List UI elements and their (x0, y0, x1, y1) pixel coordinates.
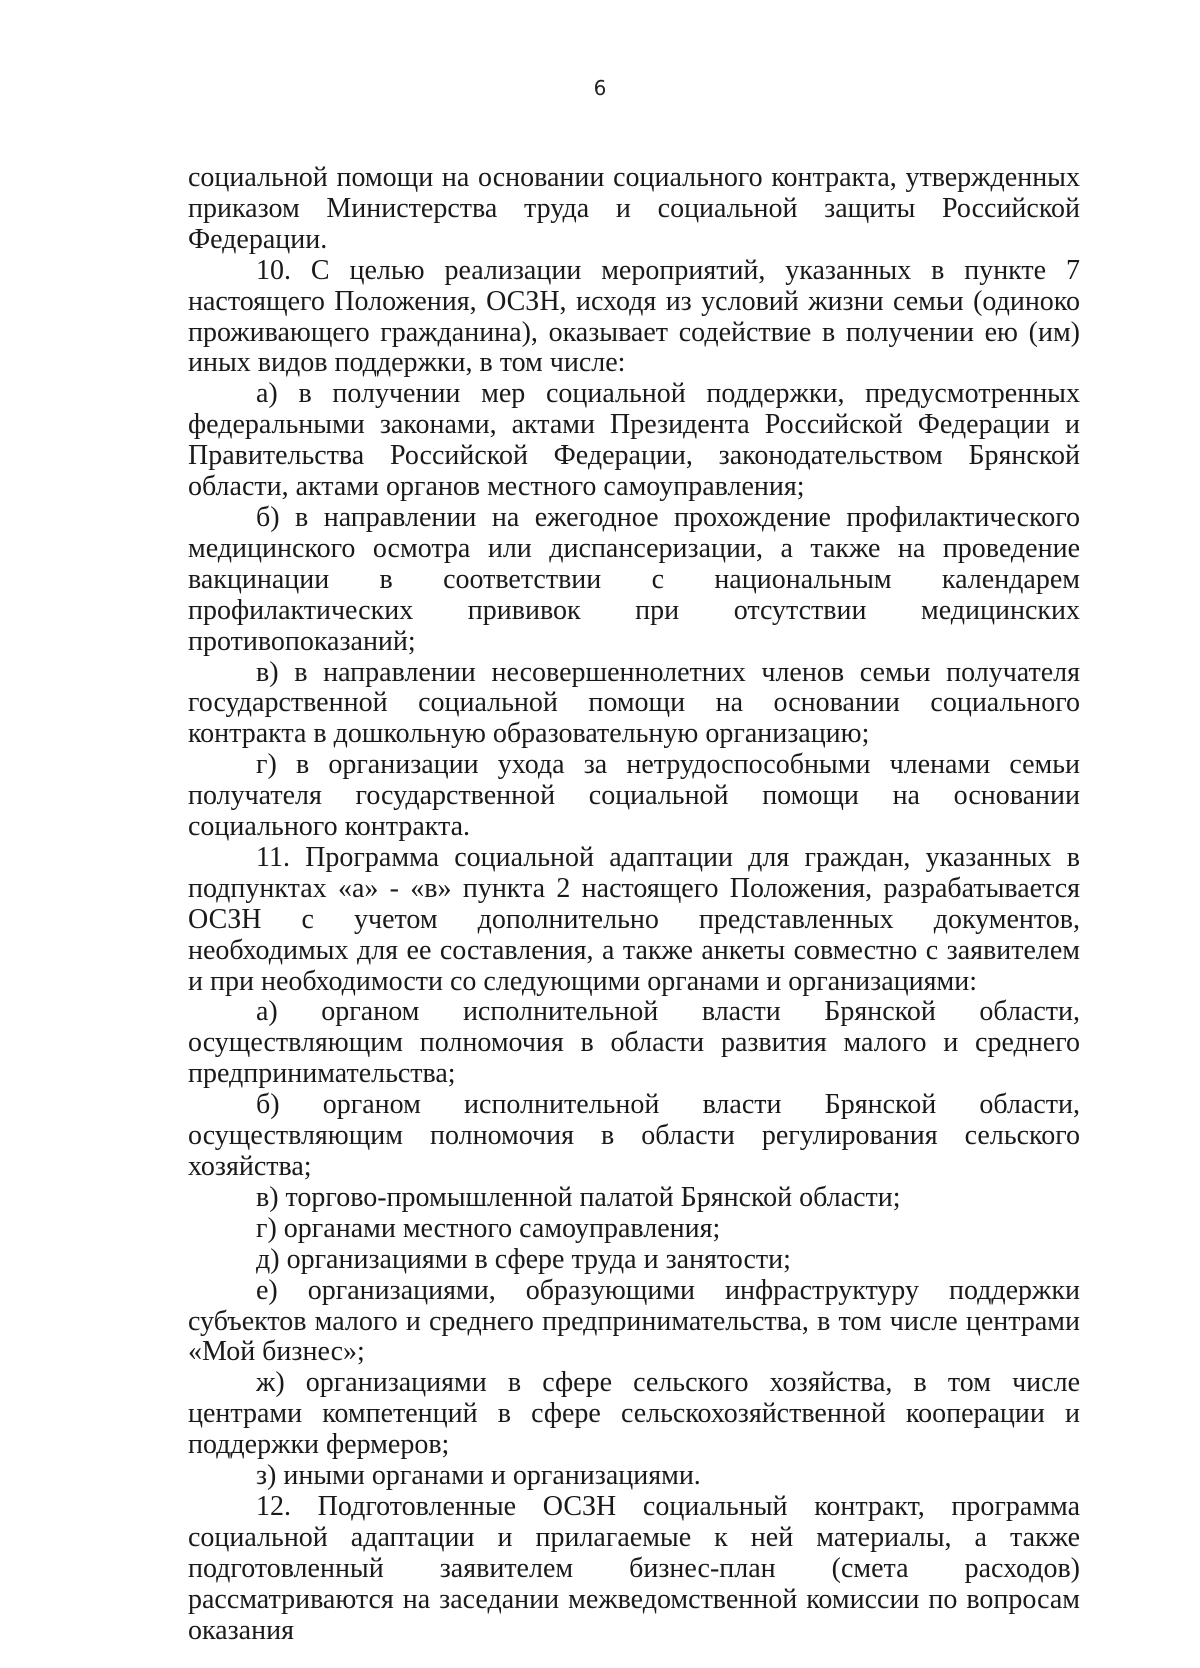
paragraph: г) органами местного самоуправления; (256, 1212, 721, 1244)
paragraph: д) организациями в сфере труда и занятости; (256, 1243, 791, 1275)
paragraph: в) в направлении несовершеннолетних членов семьи получателя государственной социальной помощи на основании социального контракта в дошкольную образовательную организацию; (188, 656, 1080, 750)
paragraph: 10. С целью реализации мероприятий, указанных в пункте 7 настоящего Положения, ОСЗН, исходя из условий жизни семьи (одиноко проживающего гражданина), оказывает содействие в получении ею (им) иных видов поддержки, в том числе: (188, 254, 1080, 379)
paragraph: ж) организациями в сфере сельского хозяйства, в том числе центрами компетенций в сфере сельскохозяйственной кооперации и поддержки фермеров; (188, 1367, 1080, 1461)
paragraph: а) органом исполнительной власти Брянской области, осуществляющим полномочия в области развития малого и среднего предпринимательства; (188, 996, 1080, 1090)
paragraph: б) в направлении на ежегодное прохождение профилактического медицинского осмотра или диспансеризации, а также на проведение вакцинации в соответствии с национальным календарем профилактических прививок при отсутствии медицинских противопоказаний; (188, 501, 1080, 657)
paragraph: е) организациями, образующими инфраструктуру поддержки субъектов малого и среднего предпринимательства, в том числе центрами «Мой бизнес»; (188, 1274, 1080, 1368)
paragraph: г) в организации ухода за нетрудоспособными членами семьи получателя государственной социальной помощи на основании социального контракта. (188, 749, 1080, 843)
paragraph: б) органом исполнительной власти Брянской области, осуществляющим полномочия в области регулирования сельского хозяйства; (188, 1089, 1080, 1182)
paragraph: 12. Подготовленные ОСЗН социальный контракт, программа социальной адаптации и прилагаемые к ней материалы, а также подготовленный заявителем бизнес-план (смета расходов) рассматриваются на заседании межведомственной комиссии по вопросам оказания (188, 1490, 1080, 1646)
paragraph: 11. Программа социальной адаптации для граждан, указанных в подпунктах «а» - «в» пункта 2 настоящего Положения, разрабатывается ОСЗН с учетом дополнительно представленных документов, необходимых для ее составления, а также анкеты совместно с заявителем и при необходимости со следующими органами и организациями: (188, 841, 1080, 997)
page-number: 6 (593, 76, 607, 100)
document-body (188, 163, 1080, 1647)
paragraph: социальной помощи на основании социального контракта, утвержденных приказом Министерства труда и социальной защиты Российской Федерации. (188, 162, 1080, 255)
paragraph: в) торгово-промышленной палатой Брянской области; (256, 1181, 901, 1213)
paragraph: а) в получении мер социальной поддержки, предусмотренных федеральными законами, актами Президента Российской Федерации и Правительства Российской Федерации, законодательством Брянской области, актами органов местного самоуправления; (188, 378, 1080, 503)
paragraph: з) иными органами и организациями. (256, 1460, 701, 1492)
